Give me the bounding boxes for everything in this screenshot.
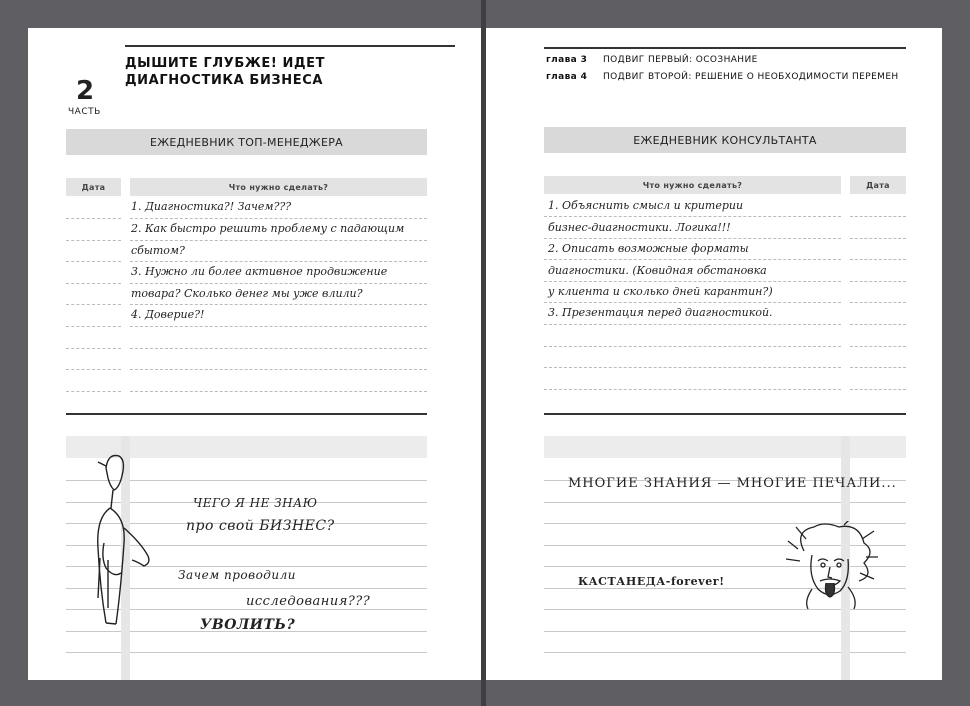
task-line: 1. Объяснить смысл и критерии — [548, 199, 744, 212]
ruled-line — [130, 652, 427, 653]
ruled-line — [544, 259, 841, 260]
ruled-line — [544, 367, 841, 368]
ruled-line — [66, 304, 121, 305]
task-line: 3. Нужно ли более активное продвижение — [131, 265, 388, 278]
chapter-line: глава 4 ПОДВИГ ВТОРОЙ: РЕШЕНИЕ О НЕОБХОДИМОСТИ ПЕРЕМЕН — [546, 72, 899, 82]
right-page — [486, 28, 942, 680]
note-line: про свой БИЗНЕС? — [186, 518, 335, 534]
ruled-line — [66, 261, 121, 262]
ruled-line — [850, 367, 906, 368]
ruled-line — [130, 326, 427, 327]
part-number: 2 — [76, 76, 95, 106]
ruled-line — [130, 261, 427, 262]
part-label: ЧАСТЬ — [68, 107, 101, 117]
task-line: 3. Презентация перед диагностикой. — [548, 306, 773, 319]
note-line: МНОГИЕ ЗНАНИЯ — МНОГИЕ ПЕЧАЛИ... — [568, 476, 897, 491]
ruled-line — [130, 304, 427, 305]
ruled-line — [66, 240, 121, 241]
ruled-line — [850, 216, 906, 217]
task-header: Что нужно сделать? — [130, 178, 427, 196]
ruled-line — [850, 502, 906, 503]
note-line: исследования??? — [246, 594, 371, 609]
note-line: ЧЕГО Я НЕ ЗНАЮ — [193, 496, 318, 510]
ruled-line — [66, 652, 121, 653]
ruled-line — [544, 502, 841, 503]
section-divider — [66, 413, 427, 415]
ruled-line — [66, 348, 121, 349]
task-line: 4. Доверие?! — [131, 308, 205, 321]
chapter-rule — [544, 47, 906, 49]
ruled-line — [130, 348, 427, 349]
note-line: КАСТАНЕДА-forever! — [578, 575, 725, 588]
ruled-line — [544, 389, 841, 390]
ruled-line — [544, 281, 841, 282]
left-page — [28, 28, 481, 680]
ruled-line — [850, 631, 906, 632]
date-header: Дата — [66, 178, 121, 196]
task-line: 1. Диагностика?! Зачем??? — [131, 200, 292, 213]
ruled-line — [130, 218, 427, 219]
ruled-line — [850, 281, 906, 282]
ruled-line — [850, 302, 906, 303]
diary-banner: ЕЖЕДНЕВНИК КОНСУЛЬТАНТА — [544, 127, 906, 153]
ruled-line — [850, 346, 906, 347]
ruled-line — [130, 283, 427, 284]
ruled-line — [130, 240, 427, 241]
notes-header-cell — [544, 436, 841, 458]
ruled-line — [544, 216, 841, 217]
task-line: товара? Сколько денег мы уже влили? — [131, 287, 363, 300]
note-line: УВОЛИТЬ? — [200, 617, 296, 633]
diary-banner: ЕЖЕДНЕВНИК ТОП-МЕНЕДЖЕРА — [66, 129, 427, 155]
ruled-line — [130, 391, 427, 392]
ruled-line — [850, 324, 906, 325]
notes-date-cell — [850, 436, 906, 458]
ruled-line — [66, 283, 121, 284]
ruled-line — [130, 369, 427, 370]
task-line: 2. Как быстро решить проблему с падающим — [131, 222, 405, 235]
ruled-line — [66, 326, 121, 327]
ruled-line — [850, 259, 906, 260]
ruled-line — [544, 302, 841, 303]
note-line: Зачем проводили — [178, 568, 297, 582]
ruled-line — [544, 346, 841, 347]
page-title: ДЫШИТЕ ГЛУБЖЕ! ИДЕТ ДИАГНОСТИКА БИЗНЕСА — [125, 56, 326, 88]
ruled-line — [66, 218, 121, 219]
chapter-line: глава 3 ПОДВИГ ПЕРВЫЙ: ОСОЗНАНИЕ — [546, 55, 758, 65]
ruled-line — [544, 652, 841, 653]
ruled-line — [544, 238, 841, 239]
ruled-line — [850, 652, 906, 653]
ruled-line — [66, 391, 121, 392]
date-header: Дата — [850, 176, 906, 194]
ruled-line — [66, 369, 121, 370]
task-line: диагностики. (Ковидная обстановка — [548, 264, 767, 277]
ruled-line — [850, 238, 906, 239]
einstein-sketch — [784, 521, 879, 611]
ruled-line — [544, 631, 841, 632]
task-line: у клиента и сколько дней карантин?) — [548, 285, 773, 298]
task-line: бизнес-диагностики. Логика!!! — [548, 221, 731, 234]
title-rule — [125, 45, 455, 47]
ruled-line — [544, 324, 841, 325]
task-line: 2. Описать возможные форматы — [548, 242, 749, 255]
task-line: сбытом? — [131, 244, 185, 257]
figure-sketch — [86, 448, 176, 633]
ruled-line — [850, 389, 906, 390]
section-divider — [544, 413, 906, 415]
task-header: Что нужно сделать? — [544, 176, 841, 194]
